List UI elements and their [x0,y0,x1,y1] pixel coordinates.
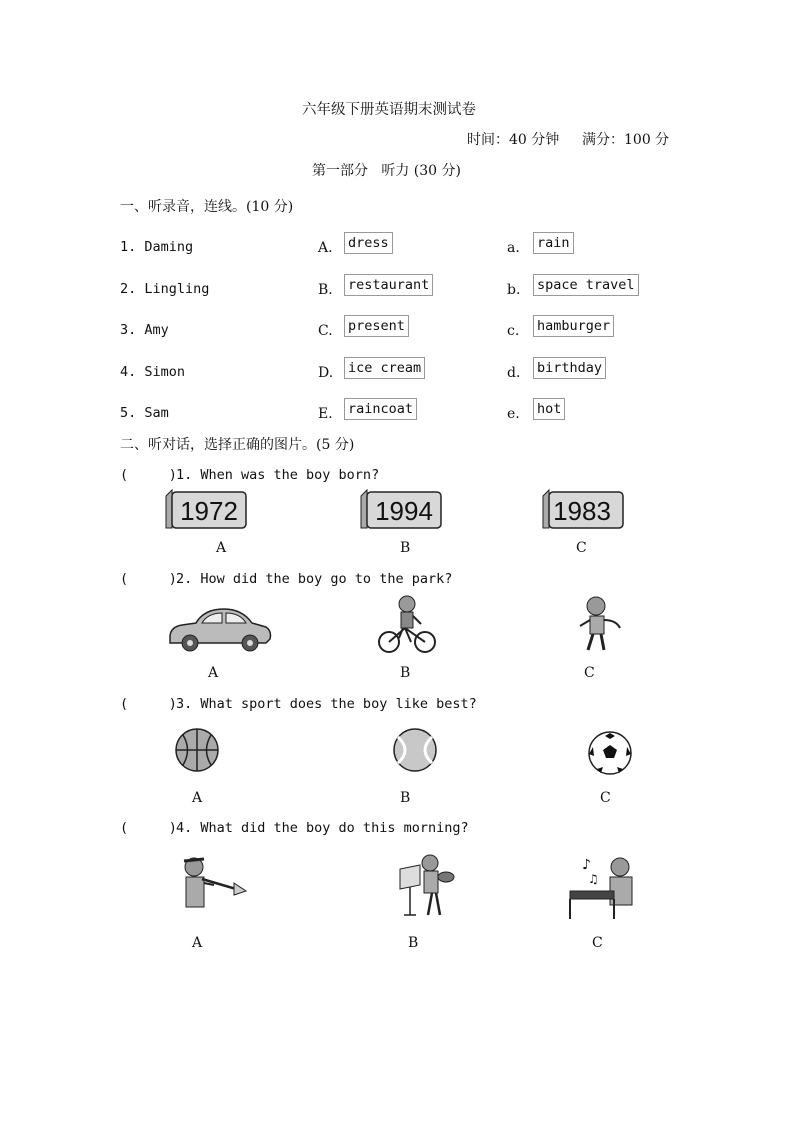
word-box: hot [533,398,565,420]
name-item: 2. Lingling [120,281,210,297]
upper-letter: A. [318,240,333,256]
section1-heading: 一、听录音，连线。(10 分) [120,199,294,215]
upper-letter: D. [318,365,334,381]
lower-letter: c. [507,323,520,339]
answer-paren: ( ) [120,467,177,483]
name-item: 1. Daming [120,239,194,255]
svg-text:♪: ♪ [582,857,591,873]
svg-text:♫: ♫ [588,872,599,886]
word-box: ice cream [344,357,425,379]
upper-letter: B. [318,282,333,298]
word-box: birthday [533,357,606,379]
option-label: A [192,790,203,806]
option-label: A [208,665,219,681]
boy-playing-piano-icon [568,853,640,923]
upper-letter: C. [318,323,333,339]
word-box: restaurant [344,274,433,296]
option-label: C [600,790,611,806]
word-box: dress [344,232,393,254]
lower-letter: b. [507,282,521,298]
answer-paren: ( ) [120,696,177,712]
calendar-year: 1972 [180,496,238,526]
word-box: raincoat [344,398,417,420]
car-icon [166,603,276,653]
word-box: space travel [533,274,639,296]
option-label: B [400,665,411,681]
soccer-ball-icon [587,730,633,776]
calendar-1983-icon [537,490,629,532]
option-label: B [400,540,411,556]
lower-letter: a. [507,240,520,256]
question-text: 3. What sport does the boy like best? [176,696,477,712]
question-text: 1. When was the boy born? [176,467,380,483]
lower-letter: d. [507,365,521,381]
word-box: rain [533,232,574,254]
upper-letter: E. [318,406,333,422]
word-box: hamburger [533,315,614,337]
time-limit: 时间：40 分钟 [467,132,560,148]
boy-playing-violin-icon [390,851,462,921]
option-label: B [400,790,411,806]
option-label: C [584,665,595,681]
boy-playing-trumpet-icon [180,853,250,919]
word-box: present [344,315,409,337]
question-text: 2. How did the boy go to the park? [176,571,453,587]
answer-paren: ( ) [120,820,177,836]
option-label: A [192,935,203,951]
question-text: 4. What did the boy do this morning? [176,820,469,836]
answer-paren: ( ) [120,571,177,587]
calendar-1972-icon [160,490,252,532]
calendar-year: 1994 [375,496,433,526]
page-title: 六年级下册英语期末测试卷 [302,102,476,118]
name-item: 5. Sam [120,405,169,421]
section2-heading: 二、听对话，选择正确的图片。(5 分) [120,437,355,453]
boy-walking-icon [574,594,624,658]
option-label: C [592,935,603,951]
option-label: B [408,935,419,951]
calendar-year: 1983 [553,496,611,526]
tennis-ball-icon [392,727,438,773]
basketball-icon [174,727,220,773]
name-item: 3. Amy [120,322,169,338]
calendar-1994-icon [355,490,447,532]
full-score: 满分：100 分 [582,132,670,148]
option-label: A [216,540,227,556]
part-heading: 第一部分 听力 (30 分) [312,163,461,179]
lower-letter: e. [507,406,520,422]
name-item: 4. Simon [120,364,186,380]
option-label: C [576,540,587,556]
boy-riding-bike-icon [377,594,437,656]
